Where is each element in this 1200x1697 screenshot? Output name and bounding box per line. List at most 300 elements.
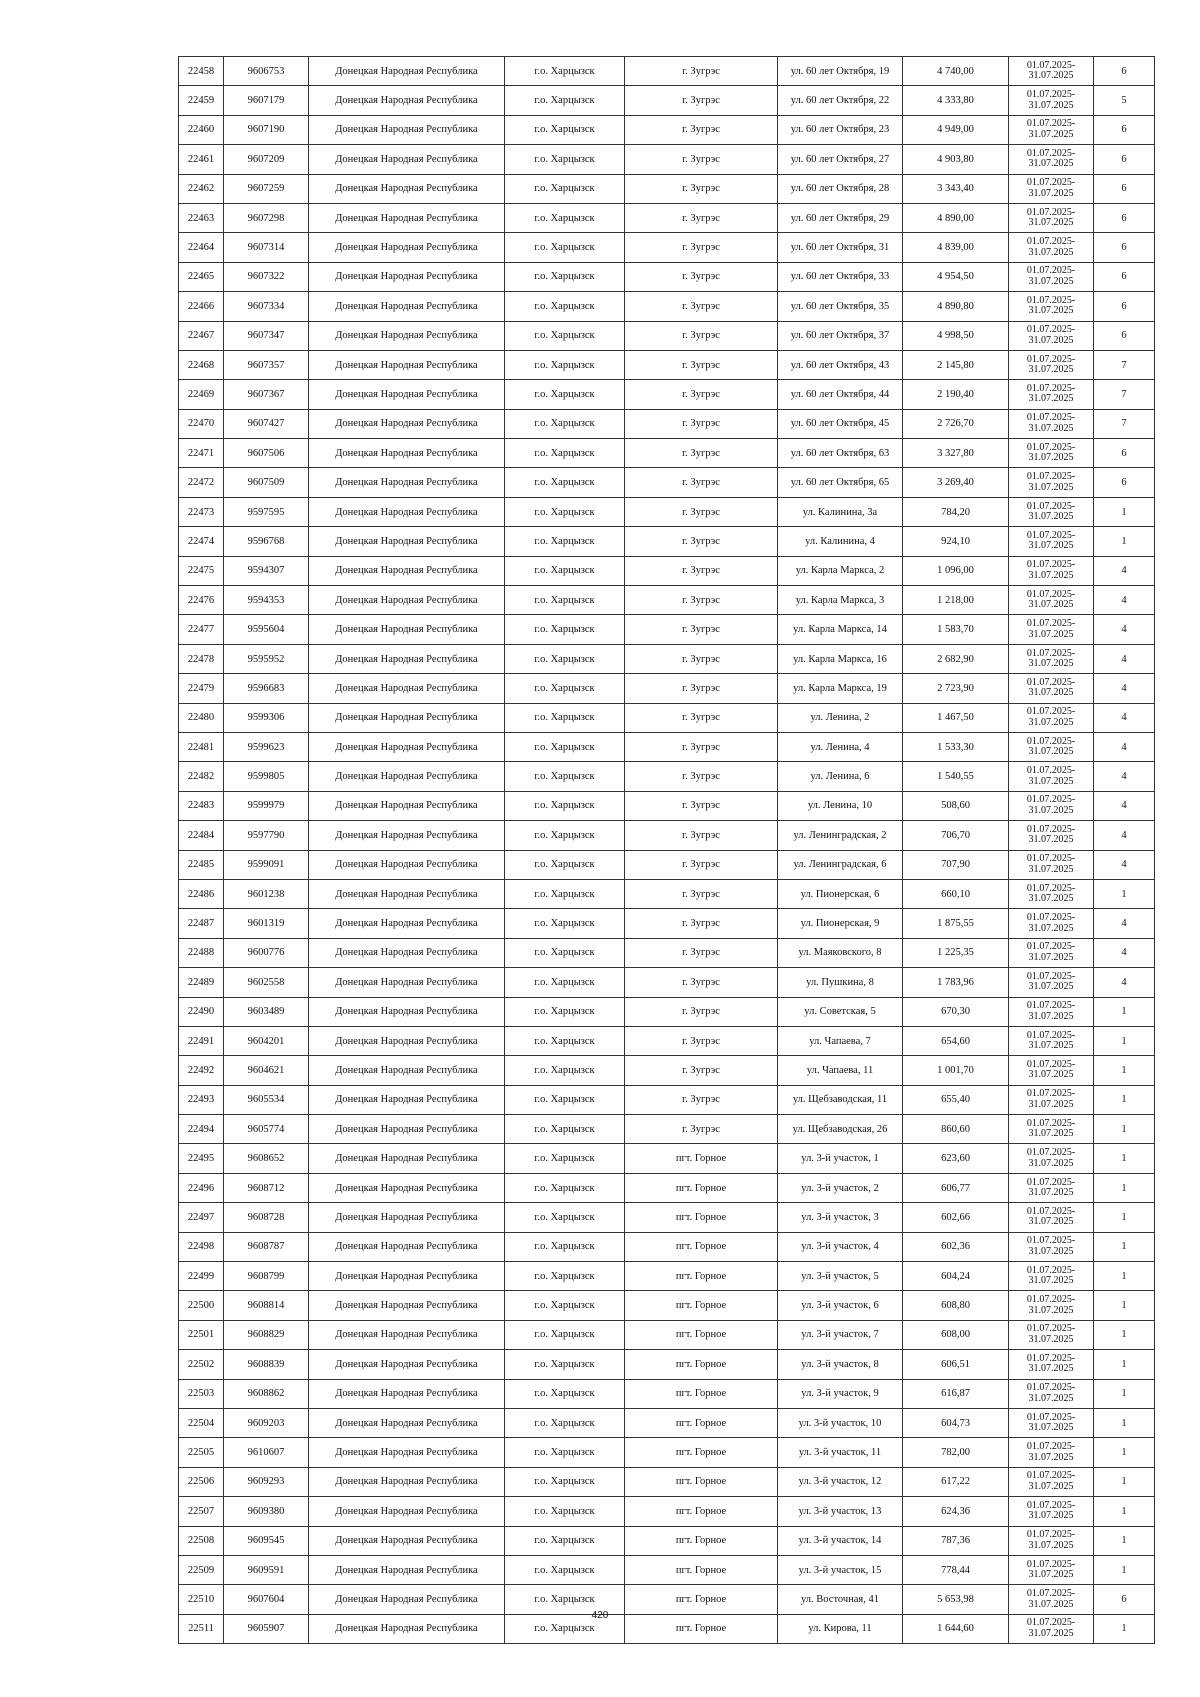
cell-locality: г. Зугрэс (625, 644, 778, 673)
cell-code: 9610607 (224, 1438, 309, 1467)
cell-n: 22487 (179, 909, 224, 938)
table-row (179, 644, 1155, 673)
cell-region: Донецкая Народная Республика (309, 791, 505, 820)
cell-count: 4 (1094, 762, 1155, 791)
cell-area: 1 533,30 (903, 732, 1009, 761)
cell-period: 01.07.2025- 31.07.2025 (1009, 1555, 1094, 1584)
cell-area: 1 218,00 (903, 586, 1009, 615)
cell-locality: г. Зугрэс (625, 997, 778, 1026)
table-row (179, 1526, 1155, 1555)
cell-area: 623,60 (903, 1144, 1009, 1173)
cell-code: 9607357 (224, 350, 309, 379)
cell-address: ул. 3-й участок, 9 (778, 1379, 903, 1408)
cell-region: Донецкая Народная Республика (309, 262, 505, 291)
cell-area: 4 740,00 (903, 57, 1009, 86)
cell-count: 4 (1094, 556, 1155, 585)
cell-locality: г. Зугрэс (625, 586, 778, 615)
cell-count: 1 (1094, 997, 1155, 1026)
cell-area: 655,40 (903, 1085, 1009, 1114)
cell-address: ул. 3-й участок, 3 (778, 1203, 903, 1232)
cell-locality: г. Зугрэс (625, 527, 778, 556)
table-row (179, 850, 1155, 879)
cell-locality: пгт. Горное (625, 1173, 778, 1202)
cell-code: 9605907 (224, 1614, 309, 1643)
cell-area: 787,36 (903, 1526, 1009, 1555)
cell-locality: пгт. Горное (625, 1408, 778, 1437)
cell-district: г.о. Харцызск (505, 174, 625, 203)
cell-code: 9594307 (224, 556, 309, 585)
table-row (179, 86, 1155, 115)
cell-locality: г. Зугрэс (625, 468, 778, 497)
cell-region: Донецкая Народная Республика (309, 1203, 505, 1232)
cell-area: 3 343,40 (903, 174, 1009, 203)
cell-address: ул. 60 лет Октября, 44 (778, 380, 903, 409)
cell-district: г.о. Харцызск (505, 1173, 625, 1202)
table-row (179, 1467, 1155, 1496)
cell-count: 1 (1094, 879, 1155, 908)
cell-district: г.о. Харцызск (505, 1085, 625, 1114)
cell-address: ул. 60 лет Октября, 33 (778, 262, 903, 291)
cell-address: ул. Карла Маркса, 16 (778, 644, 903, 673)
cell-address: ул. 60 лет Октября, 63 (778, 439, 903, 468)
cell-area: 2 682,90 (903, 644, 1009, 673)
cell-period: 01.07.2025- 31.07.2025 (1009, 1614, 1094, 1643)
cell-code: 9607334 (224, 292, 309, 321)
cell-locality: г. Зугрэс (625, 350, 778, 379)
cell-district: г.о. Харцызск (505, 1526, 625, 1555)
cell-locality: г. Зугрэс (625, 909, 778, 938)
cell-region: Донецкая Народная Республика (309, 321, 505, 350)
table-row (179, 1026, 1155, 1055)
cell-period: 01.07.2025- 31.07.2025 (1009, 1232, 1094, 1261)
cell-area: 3 327,80 (903, 439, 1009, 468)
cell-period: 01.07.2025- 31.07.2025 (1009, 203, 1094, 232)
cell-district: г.о. Харцызск (505, 527, 625, 556)
cell-n: 22476 (179, 586, 224, 615)
cell-code: 9607506 (224, 439, 309, 468)
cell-area: 4 890,80 (903, 292, 1009, 321)
cell-code: 9607347 (224, 321, 309, 350)
cell-area: 608,00 (903, 1320, 1009, 1349)
cell-region: Донецкая Народная Республика (309, 527, 505, 556)
cell-address: ул. 60 лет Октября, 29 (778, 203, 903, 232)
table-row (179, 380, 1155, 409)
table-row (179, 203, 1155, 232)
cell-period: 01.07.2025- 31.07.2025 (1009, 262, 1094, 291)
cell-locality: г. Зугрэс (625, 1085, 778, 1114)
cell-region: Донецкая Народная Республика (309, 350, 505, 379)
cell-count: 4 (1094, 586, 1155, 615)
cell-code: 9607314 (224, 233, 309, 262)
cell-period: 01.07.2025- 31.07.2025 (1009, 527, 1094, 556)
cell-n: 22492 (179, 1056, 224, 1085)
cell-locality: пгт. Горное (625, 1320, 778, 1349)
cell-n: 22496 (179, 1173, 224, 1202)
table-row (179, 1350, 1155, 1379)
cell-area: 616,87 (903, 1379, 1009, 1408)
cell-code: 9604201 (224, 1026, 309, 1055)
cell-area: 1 001,70 (903, 1056, 1009, 1085)
cell-locality: г. Зугрэс (625, 86, 778, 115)
cell-count: 1 (1094, 1085, 1155, 1114)
cell-address: ул. 3-й участок, 13 (778, 1497, 903, 1526)
cell-locality: г. Зугрэс (625, 556, 778, 585)
cell-period: 01.07.2025- 31.07.2025 (1009, 1115, 1094, 1144)
cell-region: Донецкая Народная Республика (309, 997, 505, 1026)
table-row (179, 821, 1155, 850)
registry-table (178, 56, 1155, 1644)
cell-count: 6 (1094, 233, 1155, 262)
cell-n: 22485 (179, 850, 224, 879)
cell-area: 1 467,50 (903, 703, 1009, 732)
cell-area: 602,36 (903, 1232, 1009, 1261)
cell-area: 604,73 (903, 1408, 1009, 1437)
cell-address: ул. 3-й участок, 15 (778, 1555, 903, 1584)
cell-period: 01.07.2025- 31.07.2025 (1009, 497, 1094, 526)
cell-code: 9607322 (224, 262, 309, 291)
cell-locality: г. Зугрэс (625, 791, 778, 820)
cell-code: 9596768 (224, 527, 309, 556)
cell-district: г.о. Харцызск (505, 615, 625, 644)
cell-locality: г. Зугрэс (625, 968, 778, 997)
cell-n: 22489 (179, 968, 224, 997)
cell-address: ул. Карла Маркса, 14 (778, 615, 903, 644)
cell-region: Донецкая Народная Республика (309, 1085, 505, 1114)
cell-period: 01.07.2025- 31.07.2025 (1009, 586, 1094, 615)
cell-code: 9594353 (224, 586, 309, 615)
cell-count: 1 (1094, 1291, 1155, 1320)
cell-address: ул. Ленина, 2 (778, 703, 903, 732)
cell-region: Донецкая Народная Республика (309, 850, 505, 879)
table-row (179, 1320, 1155, 1349)
cell-code: 9608787 (224, 1232, 309, 1261)
cell-period: 01.07.2025- 31.07.2025 (1009, 174, 1094, 203)
cell-count: 1 (1094, 1320, 1155, 1349)
cell-n: 22474 (179, 527, 224, 556)
cell-count: 1 (1094, 1115, 1155, 1144)
cell-area: 706,70 (903, 821, 1009, 850)
cell-district: г.о. Харцызск (505, 791, 625, 820)
table-row (179, 791, 1155, 820)
cell-area: 778,44 (903, 1555, 1009, 1584)
cell-region: Донецкая Народная Республика (309, 615, 505, 644)
cell-count: 1 (1094, 497, 1155, 526)
cell-code: 9608799 (224, 1262, 309, 1291)
cell-period: 01.07.2025- 31.07.2025 (1009, 86, 1094, 115)
cell-period: 01.07.2025- 31.07.2025 (1009, 1350, 1094, 1379)
cell-district: г.о. Харцызск (505, 1438, 625, 1467)
cell-district: г.о. Харцызск (505, 57, 625, 86)
cell-locality: пгт. Горное (625, 1526, 778, 1555)
cell-code: 9607179 (224, 86, 309, 115)
cell-district: г.о. Харцызск (505, 1379, 625, 1408)
cell-count: 4 (1094, 615, 1155, 644)
cell-period: 01.07.2025- 31.07.2025 (1009, 1056, 1094, 1085)
table-row (179, 1056, 1155, 1085)
cell-period: 01.07.2025- 31.07.2025 (1009, 1291, 1094, 1320)
cell-district: г.о. Харцызск (505, 586, 625, 615)
cell-district: г.о. Харцызск (505, 1203, 625, 1232)
cell-address: ул. 3-й участок, 6 (778, 1291, 903, 1320)
table-row (179, 1555, 1155, 1584)
cell-district: г.о. Харцызск (505, 938, 625, 967)
cell-locality: пгт. Горное (625, 1379, 778, 1408)
cell-period: 01.07.2025- 31.07.2025 (1009, 1585, 1094, 1614)
cell-locality: г. Зугрэс (625, 262, 778, 291)
cell-n: 22505 (179, 1438, 224, 1467)
cell-n: 22499 (179, 1262, 224, 1291)
cell-n: 22468 (179, 350, 224, 379)
cell-code: 9595952 (224, 644, 309, 673)
cell-area: 2 726,70 (903, 409, 1009, 438)
cell-region: Донецкая Народная Республика (309, 1614, 505, 1643)
cell-locality: пгт. Горное (625, 1262, 778, 1291)
cell-district: г.о. Харцызск (505, 732, 625, 761)
table-row (179, 703, 1155, 732)
cell-address: ул. Щебзаводская, 26 (778, 1115, 903, 1144)
cell-code: 9604621 (224, 1056, 309, 1085)
table-row (179, 1115, 1155, 1144)
cell-area: 606,51 (903, 1350, 1009, 1379)
cell-code: 9607427 (224, 409, 309, 438)
table-row (179, 968, 1155, 997)
cell-code: 9603489 (224, 997, 309, 1026)
cell-period: 01.07.2025- 31.07.2025 (1009, 703, 1094, 732)
cell-district: г.о. Харцызск (505, 468, 625, 497)
cell-period: 01.07.2025- 31.07.2025 (1009, 674, 1094, 703)
cell-area: 2 723,90 (903, 674, 1009, 703)
cell-locality: пгт. Горное (625, 1614, 778, 1643)
cell-code: 9609591 (224, 1555, 309, 1584)
cell-code: 9599091 (224, 850, 309, 879)
cell-area: 707,90 (903, 850, 1009, 879)
cell-count: 6 (1094, 1585, 1155, 1614)
cell-count: 4 (1094, 674, 1155, 703)
cell-area: 3 269,40 (903, 468, 1009, 497)
cell-locality: г. Зугрэс (625, 732, 778, 761)
cell-area: 608,80 (903, 1291, 1009, 1320)
cell-n: 22477 (179, 615, 224, 644)
cell-count: 1 (1094, 1555, 1155, 1584)
table-row (179, 762, 1155, 791)
cell-address: ул. 3-й участок, 11 (778, 1438, 903, 1467)
cell-period: 01.07.2025- 31.07.2025 (1009, 468, 1094, 497)
cell-region: Донецкая Народная Республика (309, 1026, 505, 1055)
cell-count: 7 (1094, 350, 1155, 379)
cell-area: 4 949,00 (903, 115, 1009, 144)
cell-district: г.о. Харцызск (505, 1144, 625, 1173)
table-row (179, 556, 1155, 585)
cell-count: 1 (1094, 1614, 1155, 1643)
cell-count: 1 (1094, 1203, 1155, 1232)
cell-region: Донецкая Народная Республика (309, 1056, 505, 1085)
cell-count: 1 (1094, 1173, 1155, 1202)
cell-n: 22510 (179, 1585, 224, 1614)
cell-address: ул. Карла Маркса, 2 (778, 556, 903, 585)
cell-locality: г. Зугрэс (625, 703, 778, 732)
cell-address: ул. 60 лет Октября, 28 (778, 174, 903, 203)
cell-code: 9608728 (224, 1203, 309, 1232)
cell-address: ул. 60 лет Октября, 65 (778, 468, 903, 497)
cell-region: Донецкая Народная Республика (309, 1438, 505, 1467)
cell-district: г.о. Харцызск (505, 674, 625, 703)
cell-code: 9609203 (224, 1408, 309, 1437)
table-row (179, 350, 1155, 379)
cell-count: 1 (1094, 1526, 1155, 1555)
cell-n: 22484 (179, 821, 224, 850)
cell-n: 22475 (179, 556, 224, 585)
cell-count: 4 (1094, 821, 1155, 850)
cell-count: 4 (1094, 909, 1155, 938)
cell-count: 7 (1094, 409, 1155, 438)
cell-code: 9608829 (224, 1320, 309, 1349)
cell-area: 1 583,70 (903, 615, 1009, 644)
cell-n: 22471 (179, 439, 224, 468)
cell-n: 22506 (179, 1467, 224, 1496)
cell-count: 1 (1094, 1467, 1155, 1496)
table-row (179, 615, 1155, 644)
cell-code: 9607259 (224, 174, 309, 203)
cell-count: 7 (1094, 380, 1155, 409)
cell-code: 9608839 (224, 1350, 309, 1379)
cell-address: ул. 60 лет Октября, 19 (778, 57, 903, 86)
cell-district: г.о. Харцызск (505, 1056, 625, 1085)
cell-region: Донецкая Народная Республика (309, 762, 505, 791)
cell-district: г.о. Харцызск (505, 1408, 625, 1437)
cell-period: 01.07.2025- 31.07.2025 (1009, 1526, 1094, 1555)
cell-locality: г. Зугрэс (625, 497, 778, 526)
cell-address: ул. Чапаева, 11 (778, 1056, 903, 1085)
cell-region: Донецкая Народная Республика (309, 938, 505, 967)
cell-count: 6 (1094, 115, 1155, 144)
cell-address: ул. Ленина, 4 (778, 732, 903, 761)
table-row (179, 439, 1155, 468)
cell-count: 6 (1094, 203, 1155, 232)
cell-district: г.о. Харцызск (505, 968, 625, 997)
cell-locality: пгт. Горное (625, 1555, 778, 1584)
cell-count: 1 (1094, 1497, 1155, 1526)
cell-district: г.о. Харцызск (505, 703, 625, 732)
cell-region: Донецкая Народная Республика (309, 909, 505, 938)
cell-district: г.о. Харцызск (505, 821, 625, 850)
cell-address: ул. 3-й участок, 14 (778, 1526, 903, 1555)
cell-area: 4 333,80 (903, 86, 1009, 115)
cell-region: Донецкая Народная Республика (309, 439, 505, 468)
table-row (179, 879, 1155, 908)
cell-n: 22465 (179, 262, 224, 291)
cell-code: 9601238 (224, 879, 309, 908)
cell-district: г.о. Харцызск (505, 1232, 625, 1261)
cell-address: ул. 60 лет Октября, 27 (778, 145, 903, 174)
cell-count: 6 (1094, 57, 1155, 86)
table-row (179, 1232, 1155, 1261)
cell-locality: г. Зугрэс (625, 762, 778, 791)
table-row (179, 497, 1155, 526)
cell-locality: г. Зугрэс (625, 321, 778, 350)
cell-area: 606,77 (903, 1173, 1009, 1202)
cell-code: 9599805 (224, 762, 309, 791)
cell-district: г.о. Харцызск (505, 1614, 625, 1643)
cell-count: 1 (1094, 1379, 1155, 1408)
cell-locality: г. Зугрэс (625, 674, 778, 703)
cell-region: Донецкая Народная Республика (309, 380, 505, 409)
cell-area: 602,66 (903, 1203, 1009, 1232)
cell-locality: г. Зугрэс (625, 938, 778, 967)
cell-address: ул. 3-й участок, 12 (778, 1467, 903, 1496)
cell-n: 22511 (179, 1614, 224, 1643)
cell-address: ул. 60 лет Октября, 43 (778, 350, 903, 379)
cell-area: 624,36 (903, 1497, 1009, 1526)
cell-period: 01.07.2025- 31.07.2025 (1009, 409, 1094, 438)
table-row (179, 1438, 1155, 1467)
table-row (179, 292, 1155, 321)
cell-count: 4 (1094, 850, 1155, 879)
cell-district: г.о. Харцызск (505, 1497, 625, 1526)
cell-district: г.о. Харцызск (505, 203, 625, 232)
cell-code: 9596683 (224, 674, 309, 703)
cell-n: 22482 (179, 762, 224, 791)
cell-address: ул. 60 лет Октября, 22 (778, 86, 903, 115)
cell-code: 9609380 (224, 1497, 309, 1526)
cell-code: 9608862 (224, 1379, 309, 1408)
cell-n: 22493 (179, 1085, 224, 1114)
cell-count: 5 (1094, 86, 1155, 115)
cell-period: 01.07.2025- 31.07.2025 (1009, 909, 1094, 938)
cell-period: 01.07.2025- 31.07.2025 (1009, 997, 1094, 1026)
cell-area: 4 890,00 (903, 203, 1009, 232)
cell-period: 01.07.2025- 31.07.2025 (1009, 762, 1094, 791)
table-row (179, 145, 1155, 174)
cell-n: 22466 (179, 292, 224, 321)
cell-locality: пгт. Горное (625, 1497, 778, 1526)
cell-region: Донецкая Народная Республика (309, 292, 505, 321)
cell-period: 01.07.2025- 31.07.2025 (1009, 115, 1094, 144)
table-row (179, 262, 1155, 291)
cell-locality: пгт. Горное (625, 1438, 778, 1467)
cell-area: 4 839,00 (903, 233, 1009, 262)
cell-region: Донецкая Народная Республика (309, 1232, 505, 1261)
cell-n: 22478 (179, 644, 224, 673)
cell-n: 22500 (179, 1291, 224, 1320)
table-row (179, 1173, 1155, 1202)
cell-count: 4 (1094, 644, 1155, 673)
cell-locality: г. Зугрэс (625, 1115, 778, 1144)
cell-locality: г. Зугрэс (625, 1026, 778, 1055)
cell-code: 9597595 (224, 497, 309, 526)
cell-locality: пгт. Горное (625, 1291, 778, 1320)
cell-area: 4 903,80 (903, 145, 1009, 174)
cell-n: 22467 (179, 321, 224, 350)
cell-locality: пгт. Горное (625, 1203, 778, 1232)
cell-address: ул. 60 лет Октября, 31 (778, 233, 903, 262)
cell-locality: г. Зугрэс (625, 850, 778, 879)
cell-period: 01.07.2025- 31.07.2025 (1009, 850, 1094, 879)
cell-region: Донецкая Народная Республика (309, 703, 505, 732)
cell-district: г.о. Харцызск (505, 1555, 625, 1584)
cell-count: 1 (1094, 1026, 1155, 1055)
cell-n: 22501 (179, 1320, 224, 1349)
cell-region: Донецкая Народная Республика (309, 1379, 505, 1408)
cell-district: г.о. Харцызск (505, 850, 625, 879)
table-row (179, 409, 1155, 438)
cell-n: 22481 (179, 732, 224, 761)
cell-n: 22469 (179, 380, 224, 409)
cell-district: г.о. Харцызск (505, 762, 625, 791)
cell-n: 22507 (179, 1497, 224, 1526)
cell-district: г.о. Харцызск (505, 115, 625, 144)
cell-n: 22494 (179, 1115, 224, 1144)
cell-n: 22504 (179, 1408, 224, 1437)
